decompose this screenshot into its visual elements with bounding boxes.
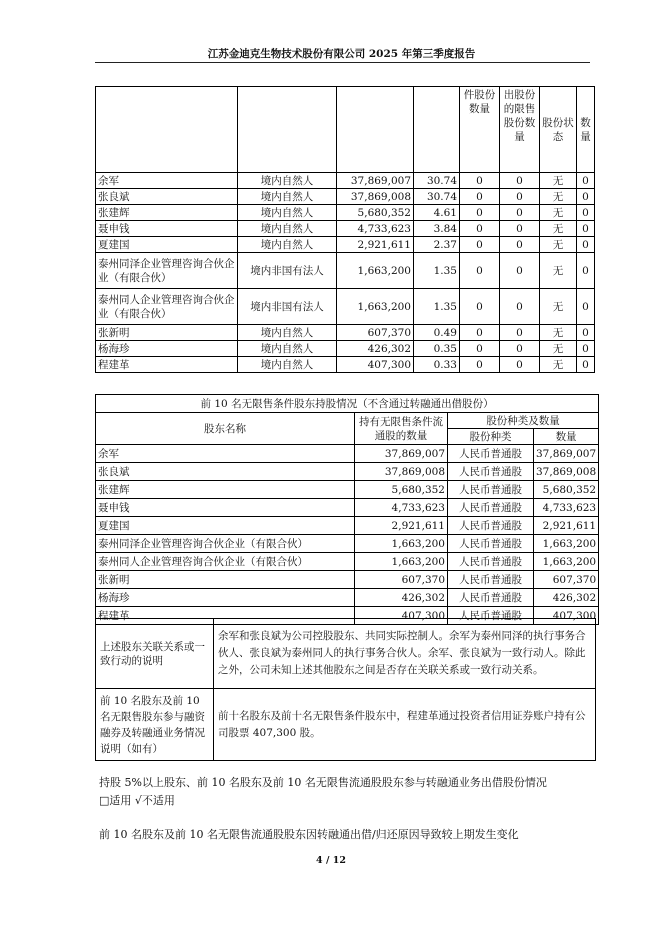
table-row: [96, 173, 595, 189]
share-type: 人民币普通股: [448, 571, 534, 589]
share-amount: 4,733,623: [534, 499, 599, 517]
share-amount: 5,680,352: [534, 481, 599, 499]
shareholder-name: 聂申钱: [96, 499, 355, 517]
pledge-quantity: 0: [577, 205, 595, 221]
share-amount: 1,663,200: [534, 553, 599, 571]
share-ratio: 30.74: [414, 173, 460, 189]
table1-header-cell: 件股份数量: [460, 87, 500, 173]
table2-title-row: [96, 395, 599, 413]
header-rule: [95, 62, 590, 63]
table-row: [96, 253, 595, 289]
share-amount: 607,370: [534, 571, 599, 589]
table-row: [96, 463, 599, 481]
restricted-shares: 0: [460, 189, 500, 205]
page-number: 4 / 12: [316, 855, 346, 866]
unrestricted-qty: 4,733,623: [355, 499, 448, 517]
share-ratio: 0.49: [414, 325, 460, 341]
shareholder-name: 张建辉: [96, 481, 355, 499]
shareholder-notes-table: [95, 618, 596, 761]
restricted-shares: 0: [460, 341, 500, 357]
shareholder-name: 泰州同泽企业管理咨询合伙企业（有限合伙）: [96, 253, 238, 289]
shareholder-name: 张建辉: [96, 205, 238, 221]
pledge-quantity: 0: [577, 221, 595, 237]
table-row: [96, 553, 599, 571]
share-count: 37,869,007: [337, 173, 414, 189]
shareholder-name: 张良斌: [96, 463, 355, 481]
pledge-quantity: 0: [577, 173, 595, 189]
unrestricted-qty: 5,680,352: [355, 481, 448, 499]
lent-restricted-shares: 0: [500, 237, 540, 253]
col-unrestricted-qty: 持有无限售条件流通股的数量: [355, 413, 448, 445]
unrestricted-qty: 426,302: [355, 589, 448, 607]
page-header: 江苏金迪克生物技术股份有限公司 2025 年第三季度报告: [207, 48, 476, 60]
unrestricted-qty: 407,300: [355, 607, 448, 625]
pledge-quantity: 0: [577, 289, 595, 325]
share-count: 4,733,623: [337, 221, 414, 237]
share-type: 人民币普通股: [448, 499, 534, 517]
shareholder-name: 杨海珍: [96, 341, 238, 357]
lent-restricted-shares: 0: [500, 341, 540, 357]
lent-restricted-shares: 0: [500, 289, 540, 325]
table1-header-cell: [414, 87, 460, 173]
pledge-quantity: 0: [577, 325, 595, 341]
share-ratio: 1.35: [414, 253, 460, 289]
shareholder-name: 余军: [96, 173, 238, 189]
section-change-heading: 前 10 名股东及前 10 名无限售流通股股东因转融通出借/归还原因导致较上期发生变化: [99, 828, 519, 841]
lent-restricted-shares: 0: [500, 253, 540, 289]
lent-restricted-shares: 0: [500, 205, 540, 221]
share-type: 人民币普通股: [448, 481, 534, 499]
share-ratio: 0.33: [414, 357, 460, 373]
top10-shareholders-table: [95, 86, 595, 373]
share-ratio: 3.84: [414, 221, 460, 237]
shareholder-name: 张良斌: [96, 189, 238, 205]
share-count: 2,921,611: [337, 237, 414, 253]
note-text: 余军和张良斌为公司控股股东、共同实际控制人。余军为泰州同泽的执行事务合伙人、张良斌为泰州同人的执行事务合伙人。余军、张良斌为一致行动人。除此之外，公司未知上述其他股东之间是否存在关联关系或一致行动关系。: [214, 619, 596, 689]
pledge-quantity: 0: [577, 237, 595, 253]
table-row: [96, 237, 595, 253]
lent-restricted-shares: 0: [500, 189, 540, 205]
lent-restricted-shares: 0: [500, 357, 540, 373]
shareholder-name: 夏建国: [96, 237, 238, 253]
pledge-status: 无: [540, 237, 577, 253]
lent-restricted-shares: 0: [500, 325, 540, 341]
pledge-status: 无: [540, 357, 577, 373]
table2-title: 前 10 名无限售条件股东持股情况（不含通过转融通出借股份）: [96, 395, 599, 413]
table-row: [96, 289, 595, 325]
table-row: [96, 619, 596, 689]
table-row: [96, 189, 595, 205]
pledge-status: 无: [540, 221, 577, 237]
shareholder-type: 境内自然人: [238, 341, 337, 357]
shareholder-name: 张新明: [96, 571, 355, 589]
shareholder-name: 聂申钱: [96, 221, 238, 237]
top10-unrestricted-table: [95, 394, 599, 625]
shareholder-type: 境内自然人: [238, 205, 337, 221]
col-share-amount: 数量: [534, 429, 599, 445]
table2-header-row: [96, 413, 599, 429]
table1-header-cell: 股份状态: [540, 87, 577, 173]
restricted-shares: 0: [460, 357, 500, 373]
table-row: [96, 205, 595, 221]
pledge-status: 无: [540, 205, 577, 221]
restricted-shares: 0: [460, 173, 500, 189]
table-row: [96, 341, 595, 357]
share-amount: 1,663,200: [534, 535, 599, 553]
pledge-status: 无: [540, 325, 577, 341]
pledge-status: 无: [540, 189, 577, 205]
shareholder-type: 境内自然人: [238, 221, 337, 237]
restricted-shares: 0: [460, 253, 500, 289]
unrestricted-qty: 1,663,200: [355, 535, 448, 553]
shareholder-type: 境内非国有法人: [238, 253, 337, 289]
shareholder-type: 境内非国有法人: [238, 289, 337, 325]
pledge-quantity: 0: [577, 189, 595, 205]
share-count: 1,663,200: [337, 253, 414, 289]
share-ratio: 0.35: [414, 341, 460, 357]
lent-restricted-shares: 0: [500, 221, 540, 237]
table1-header-cell: [238, 87, 337, 173]
shareholder-name: 张新明: [96, 325, 238, 341]
restricted-shares: 0: [460, 237, 500, 253]
note-label: 前 10 名股东及前 10 名无限售股东参与融资融券及转融通业务情况说明（如有）: [96, 689, 214, 761]
table-row: [96, 571, 599, 589]
table1-header-cell: [337, 87, 414, 173]
share-count: 1,663,200: [337, 289, 414, 325]
pledge-quantity: 0: [577, 341, 595, 357]
restricted-shares: 0: [460, 205, 500, 221]
table-row: [96, 221, 595, 237]
share-type: 人民币普通股: [448, 607, 534, 625]
restricted-shares: 0: [460, 221, 500, 237]
share-count: 407,300: [337, 357, 414, 373]
restricted-shares: 0: [460, 325, 500, 341]
table-row: [96, 517, 599, 535]
unrestricted-qty: 37,869,007: [355, 445, 448, 463]
lent-restricted-shares: 0: [500, 173, 540, 189]
share-type: 人民币普通股: [448, 589, 534, 607]
table1-header-cell: [96, 87, 238, 173]
shareholder-name: 程建革: [96, 357, 238, 373]
table1-header-row: [96, 87, 595, 173]
share-type: 人民币普通股: [448, 535, 534, 553]
share-type: 人民币普通股: [448, 517, 534, 535]
restricted-shares: 0: [460, 289, 500, 325]
shareholder-name: 余军: [96, 445, 355, 463]
table-row: [96, 689, 596, 761]
table-row: [96, 357, 595, 373]
unrestricted-qty: 1,663,200: [355, 553, 448, 571]
shareholder-type: 境内自然人: [238, 357, 337, 373]
share-amount: 37,869,008: [534, 463, 599, 481]
pledge-status: 无: [540, 253, 577, 289]
share-ratio: 2.37: [414, 237, 460, 253]
shareholder-type: 境内自然人: [238, 237, 337, 253]
col-share-type-group: 股份种类及数量: [448, 413, 599, 429]
shareholder-type: 境内自然人: [238, 325, 337, 341]
shareholder-type: 境内自然人: [238, 173, 337, 189]
share-type: 人民币普通股: [448, 445, 534, 463]
pledge-status: 无: [540, 173, 577, 189]
note-label: 上述股东关联关系或一致行动的说明: [96, 619, 214, 689]
col-share-type: 股份种类: [448, 429, 534, 445]
table-row: [96, 481, 599, 499]
share-type: 人民币普通股: [448, 553, 534, 571]
pledge-quantity: 0: [577, 253, 595, 289]
share-amount: 426,302: [534, 589, 599, 607]
shareholder-type: 境内自然人: [238, 189, 337, 205]
table1-header-cell: 出股份的限售股份数量: [500, 87, 540, 173]
share-count: 426,302: [337, 341, 414, 357]
shareholder-name: 泰州同人企业管理咨询合伙企业（有限合伙）: [96, 289, 238, 325]
shareholder-name: 程建革: [96, 607, 355, 625]
table-row: [96, 535, 599, 553]
share-ratio: 30.74: [414, 189, 460, 205]
shareholder-name: 杨海珍: [96, 589, 355, 607]
share-ratio: 1.35: [414, 289, 460, 325]
share-amount: 407,300: [534, 607, 599, 625]
unrestricted-qty: 37,869,008: [355, 463, 448, 481]
share-count: 37,869,008: [337, 189, 414, 205]
unrestricted-qty: 2,921,611: [355, 517, 448, 535]
shareholder-name: 泰州同泽企业管理咨询合伙企业（有限合伙）: [96, 535, 355, 553]
table-row: [96, 445, 599, 463]
unrestricted-qty: 607,370: [355, 571, 448, 589]
col-shareholder-name: 股东名称: [96, 413, 355, 445]
share-count: 607,370: [337, 325, 414, 341]
pledge-status: 无: [540, 341, 577, 357]
section-lending-heading: 持股 5%以上股东、前 10 名股东及前 10 名无限售流通股股东参与转融通业务出借股份情况: [99, 776, 547, 789]
shareholder-name: 泰州同人企业管理咨询合伙企业（有限合伙）: [96, 553, 355, 571]
table1-header-cell: 数量: [577, 87, 595, 173]
share-amount: 37,869,007: [534, 445, 599, 463]
table-row: [96, 589, 599, 607]
pledge-quantity: 0: [577, 357, 595, 373]
table-row: [96, 499, 599, 517]
pledge-status: 无: [540, 289, 577, 325]
note-text: 前十名股东及前十名无限售条件股东中，程建革通过投资者信用证券账户持有公司股票 407,300 股。: [214, 689, 596, 761]
share-count: 5,680,352: [337, 205, 414, 221]
share-amount: 2,921,611: [534, 517, 599, 535]
section-lending-applicability: □适用 √不适用: [99, 794, 175, 807]
shareholder-name: 夏建国: [96, 517, 355, 535]
table-row: [96, 325, 595, 341]
share-type: 人民币普通股: [448, 463, 534, 481]
share-ratio: 4.61: [414, 205, 460, 221]
